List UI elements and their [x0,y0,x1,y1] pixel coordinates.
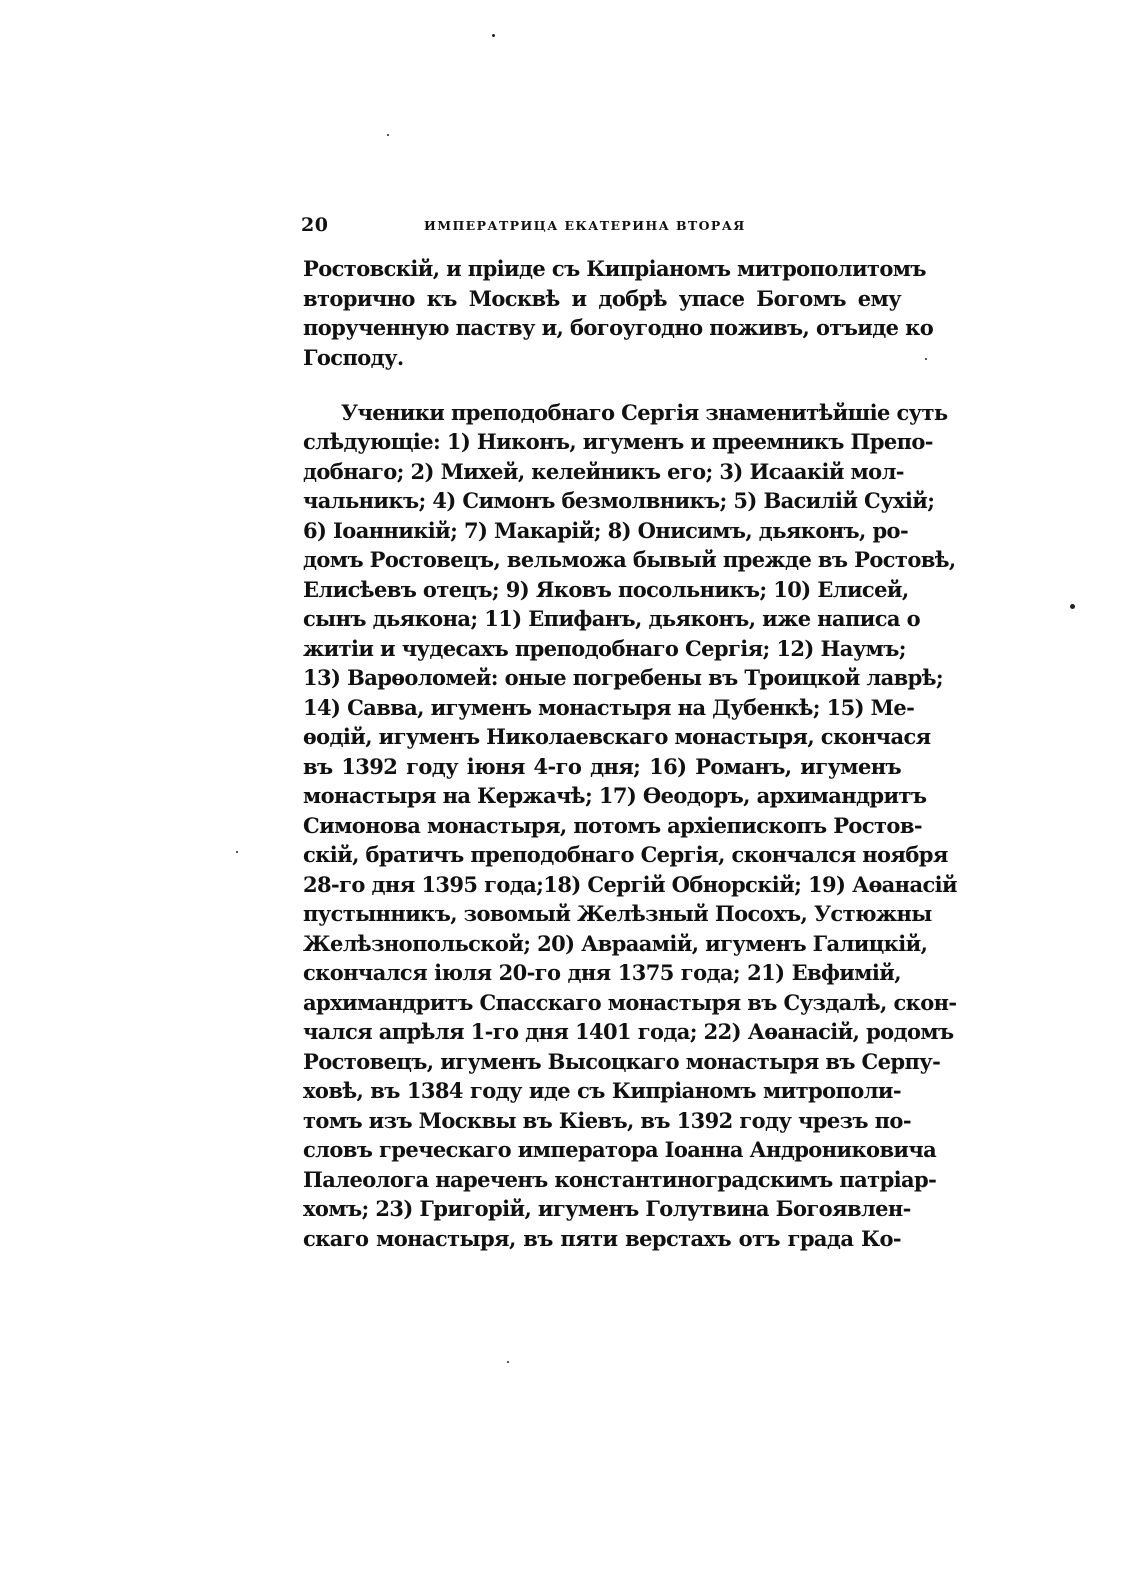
text-line: добнаго; 2) Михей, келейникъ его; 3) Исаакій мол- [303,459,904,484]
text-line: домъ Ростовецъ, вельможа бывый прежде въ Ростовѣ, [303,547,956,572]
text-line: ховѣ, въ 1384 году иде съ Кипріаномъ митрополи- [303,1078,901,1103]
text-line: словъ греческаго императора Іоанна Андрониковича [303,1137,937,1162]
page-number: 20 [301,214,329,236]
text-line: Ученики преподобнаго Сергія знаменитѣйшіе суть [341,400,948,425]
running-title: ИМПЕРАТРИЦА ЕКАТЕРИНА ВТОРАЯ [424,218,746,233]
text-line: 6) Іоанникій; 7) Макарій; 8) Онисимъ, дьяконъ, ро- [303,518,909,543]
text-line: 28-го дня 1395 года;18) Сергій Обнорскій; 19) Аѳанасій [303,872,957,897]
text-line: Ростовецъ, игуменъ Высоцкаго монастыря въ Серпу- [303,1049,941,1074]
text-line: житіи и чудесахъ преподобнаго Сергія; 12) Наумъ; [303,636,906,661]
text-line: скій, братичъ преподобнаго Сергія, скончался ноября [303,842,948,867]
text-line: вторично къ Москвѣ и добрѣ упасе Богомъ ему [303,286,901,311]
text-line: 13) Варѳоломей: оные погребены въ Троицкой лаврѣ; [303,665,944,690]
text-line: 14) Савва, игуменъ монастыря на Дубенкѣ; 15) Ме- [303,695,915,720]
text-line: чался апрѣля 1-го дня 1401 года; 22) Аѳанасій, родомъ [303,1019,954,1044]
text-line: скончался іюля 20-го дня 1375 года; 21) Евфимій, [303,960,901,985]
text-line: хомъ; 23) Григорій, игуменъ Голутвина Богоявлен- [303,1196,911,1221]
text-line: сынъ дьякона; 11) Епифанъ, дьяконъ, иже написа о [303,606,921,631]
text-line: Палеолога нареченъ константиноградскимъ патріар- [303,1167,937,1192]
text-line: слѣдующіе: 1) Никонъ, игуменъ и преемникъ Препо- [303,429,933,454]
text-line: Господу. [303,345,404,370]
text-line: Ростовскій, и пріиде съ Кипріаномъ митрополитомъ [303,256,926,281]
text-line: порученную паству и, богоугодно поживъ, отъиде ко [303,315,934,340]
text-line: пустынникъ, зовомый Желѣзный Посохъ, Устюжны [303,901,932,926]
text-line: Желѣзнопольской; 20) Авраамій, игуменъ Галицкій, [303,931,928,956]
text-line: томъ изъ Москвы въ Кіевъ, въ 1392 году чрезъ по- [303,1108,911,1133]
scan-speck [492,34,495,37]
scan-speck [387,134,389,136]
text-line: архимандритъ Спасскаго монастыря въ Суздалѣ, скон- [303,990,957,1015]
scan-speck [507,1361,509,1363]
text-line: Елисѣевъ отецъ; 9) Яковъ посольникъ; 10) Елисей, [303,577,909,602]
scan-speck [1070,604,1075,609]
text-line: въ 1392 году іюня 4-го дня; 16) Романъ, игуменъ [303,754,901,779]
text-line: Симонова монастыря, потомъ архіепископъ Ростов- [303,813,922,838]
text-line: ѳодій, игуменъ Николаевскаго монастыря, скончася [303,724,931,749]
text-line: скаго монастыря, въ пяти верстахъ отъ града Ко- [303,1226,901,1251]
text-line: чальникъ; 4) Симонъ безмолвникъ; 5) Василій Сухій; [303,488,935,513]
scan-speck [925,358,927,360]
text-line: монастыря на Кержачѣ; 17) Ѳеодоръ, архимандритъ [303,783,927,808]
scan-speck [236,851,238,853]
